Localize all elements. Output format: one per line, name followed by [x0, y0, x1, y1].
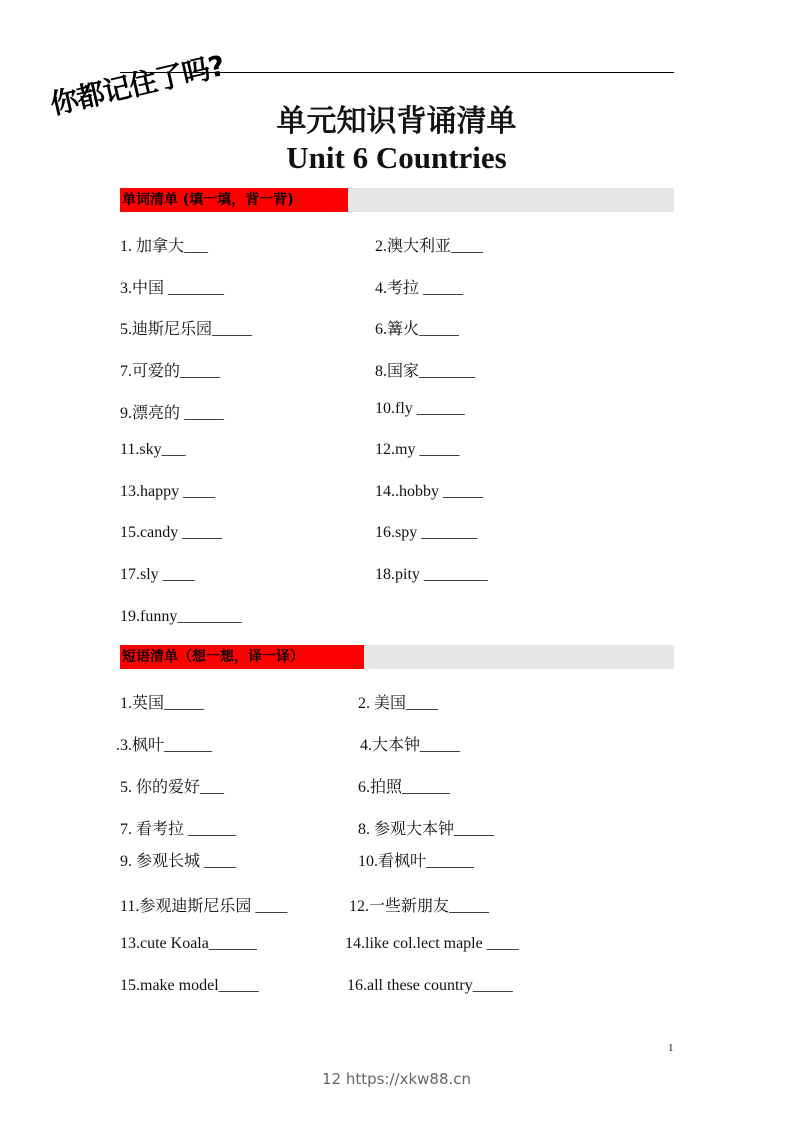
section-phrases-bar [120, 645, 674, 669]
vocab-item-4: 4.考拉 _____ [375, 280, 464, 297]
vocab-item-18: 18.pity ________ [375, 566, 488, 583]
page-number: 1 [668, 1042, 674, 1054]
vocab-item-14: 14..hobby _____ [375, 483, 483, 500]
vocab-item-19: 19.funny________ [120, 608, 242, 625]
footer-watermark: 12 https://xkw88.cn [321, 1070, 472, 1088]
phrase-item-4: 4.大本钟_____ [360, 737, 461, 754]
vocab-item-5: 5.迪斯尼乐园_____ [120, 321, 253, 338]
phrase-item-15: 15.make model_____ [120, 977, 259, 994]
vocab-item-13: 13.happy ____ [120, 483, 216, 500]
phrase-item-7: 7. 看考拉 ______ [120, 821, 237, 838]
page-title-chinese [0, 96, 793, 140]
phrase-item-3: .3.枫叶______ [116, 737, 213, 754]
vocab-item-7: 7.可爱的_____ [120, 363, 221, 380]
vocab-item-11: 11.sky___ [120, 441, 186, 458]
vocab-item-8: 8.国家_______ [375, 363, 476, 380]
section-phrases-label: 短语清单（想一想，译一译） [120, 645, 364, 669]
vocab-item-17: 17.sly ____ [120, 566, 195, 583]
title-cn-text: 单元知识背诵清单 [276, 104, 517, 139]
page-title-english: Unit 6 Countries [286, 140, 507, 175]
phrase-item-16: 16.all these country_____ [347, 977, 513, 994]
section-vocabulary-bar [120, 188, 674, 212]
phrase-item-10: 10.看枫叶______ [358, 853, 475, 870]
phrase-item-11: 11.参观迪斯尼乐园 ____ [120, 898, 288, 915]
phrase-item-1: 1.英国_____ [120, 695, 205, 712]
vocab-item-3: 3.中国 _______ [120, 280, 225, 297]
phrase-item-5: 5. 你的爱好___ [120, 779, 225, 796]
phrase-item-9: 9. 参观长城 ____ [120, 853, 237, 870]
section-vocabulary-label: 单词清单 (填一填，背一背) [120, 188, 348, 212]
vocab-item-6: 6.篝火_____ [375, 321, 460, 338]
phrase-item-6: 6.拍照______ [358, 779, 451, 796]
phrase-item-13: 13.cute Koala______ [120, 935, 257, 952]
phrase-item-8: 8. 参观大本钟_____ [358, 821, 495, 838]
vocab-item-12: 12.my _____ [375, 441, 460, 458]
reminder-stamp: 你都记住了吗? [47, 48, 228, 122]
phrase-item-12: 12.一些新朋友_____ [349, 898, 490, 915]
phrase-item-2: 2. 美国____ [358, 695, 439, 712]
vocab-item-1: 1. 加拿大___ [120, 238, 209, 255]
vocab-item-10: 10.fly ______ [375, 400, 465, 417]
vocab-item-15: 15.candy _____ [120, 524, 223, 541]
phrase-item-14: 14.like col.lect maple ____ [345, 935, 519, 952]
vocab-item-16: 16.spy _______ [375, 524, 478, 541]
vocab-item-2: 2.澳大利亚____ [375, 238, 484, 255]
vocab-item-9: 9.漂亮的 _____ [120, 405, 225, 422]
